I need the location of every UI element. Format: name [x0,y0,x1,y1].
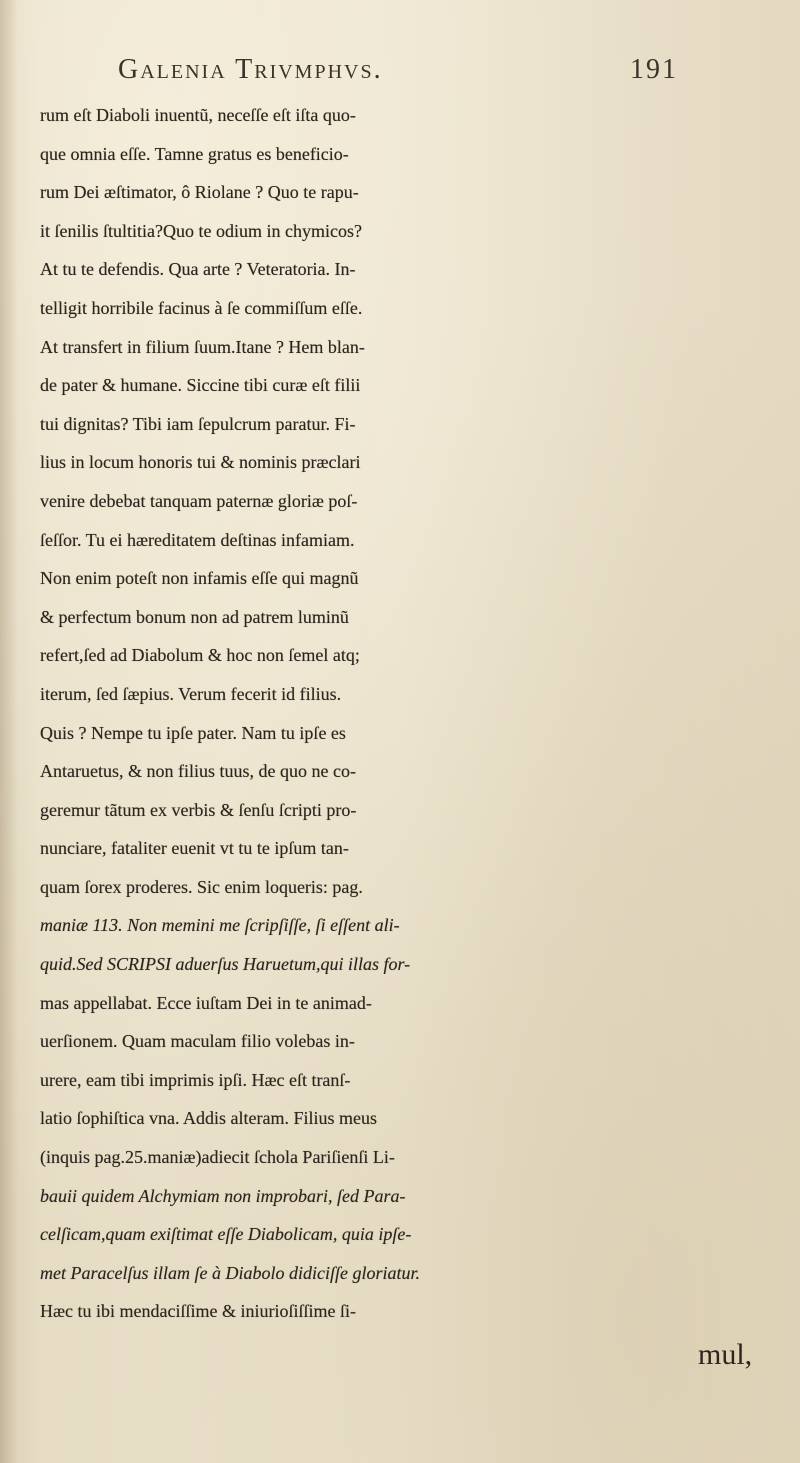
text-line-14: & perfectum bonum non ad patrem luminũ [40,606,349,627]
text-line-4: it ſenilis ſtultitia?Quo te odium in chymicos? [40,220,362,241]
text-line-27: latio ſophiſtica vna. Addis alteram. Filius meus [40,1108,377,1129]
page-number: 191 [630,54,678,85]
running-title: Galenia Trivmphvs. [118,54,383,85]
text-line-21: quam ſorex proderes. Sic enim loqueris: pag. [40,876,363,897]
body-text [40,96,780,1331]
text-line-6: telligit horribile facinus à ſe commiſſum eſſe. [40,297,363,318]
text-line-23: quid.Sed SCRIPSI aduerſus Haruetum,qui illas for- [40,954,411,975]
text-line-32: Hæc tu ibi mendaciſſime & iniurioſiſſime ſi- [40,1301,356,1322]
text-line-7: At transfert in filium ſuum.Itane ? Hem blan- [40,336,365,357]
text-line-18: Antaruetus, & non filius tuus, de quo ne co- [40,761,356,782]
text-line-29: bauii quidem Alchymiam non improbari, ſed Para- [40,1185,406,1206]
text-line-31: met Paracelſus illam ſe à Diabolo didiciſſe gloriatur. [40,1262,420,1283]
text-line-15: refert,ſed ad Diabolum & hoc non ſemel atq; [40,645,360,666]
text-line-2: que omnia eſſe. Tamne gratus es beneficio- [40,143,349,164]
text-line-22: maniæ 113. Non memini me ſcripſiſſe, ſi eſſent ali- [40,915,400,936]
text-line-12: ſeſſor. Tu ei hæreditatem deſtinas infamiam. [40,529,355,550]
text-line-3: rum Dei æſtimator, ô Riolane ? Quo te rapu- [40,182,359,203]
catchword: mul, [698,1338,753,1371]
text-line-20: nunciare, fataliter euenit vt tu te ipſum tan- [40,838,349,859]
running-head [118,54,718,94]
text-line-13: Non enim poteſt non infamis eſſe qui magnũ [40,568,359,589]
text-line-19: geremur tãtum ex verbis & ſenſu ſcripti pro- [40,799,357,820]
text-line-10: lius in locum honoris tui & nominis præclari [40,452,361,473]
text-line-8: de pater & humane. Siccine tibi curæ eſt filii [40,375,361,396]
text-line-11: venire debebat tanquam paternæ gloriæ poſ- [40,490,358,511]
text-line-25: uerſionem. Quam maculam filio volebas in- [40,1031,355,1052]
text-line-16: iterum, ſed ſæpius. Verum fecerit id filius. [40,683,342,704]
binding-shadow [0,0,18,1463]
text-line-5: At tu te defendis. Qua arte ? Veteratoria. In- [40,259,356,280]
text-line-28: (inquis pag.25.maniæ)adiecit ſchola Pariſienſi Li- [40,1147,395,1168]
text-line-1: rum eſt Diaboli inuentũ, neceſſe eſt iſta quo- [40,105,356,125]
text-line-30: celſicam,quam exiſtimat eſſe Diabolicam, quia ipſe- [40,1224,412,1245]
text-line-9: tui dignitas? Tibi iam ſepulcrum paratur. Fi- [40,413,356,434]
text-line-26: urere, eam tibi imprimis ipſi. Hæc eſt tranſ- [40,1069,351,1090]
text-line-17: Quis ? Nempe tu ipſe pater. Nam tu ipſe es [40,722,346,743]
text-line-24: mas appellabat. Ecce iuſtam Dei in te animad- [40,992,372,1013]
